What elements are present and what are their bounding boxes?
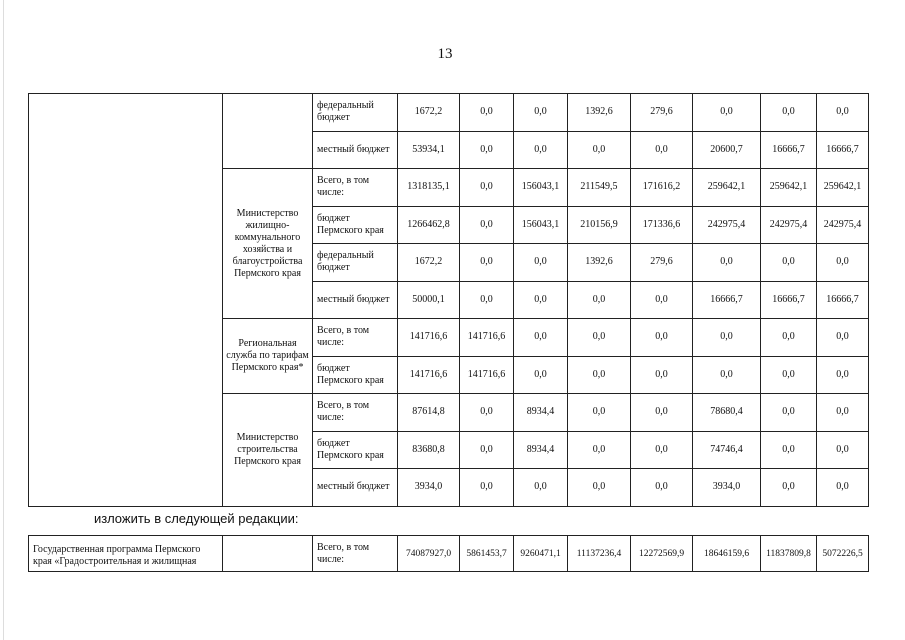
- value-cell: 3934,0: [398, 469, 460, 507]
- value-cell: 279,6: [631, 244, 693, 282]
- value-cell: 0,0: [693, 244, 761, 282]
- value-cell: 0,0: [693, 319, 761, 357]
- value-cell: 0,0: [460, 281, 514, 319]
- value-cell: 141716,6: [460, 319, 514, 357]
- value-cell: 0,0: [514, 469, 568, 507]
- value-cell: 0,0: [568, 356, 631, 394]
- value-cell: 0,0: [568, 281, 631, 319]
- value-cell: 0,0: [817, 469, 869, 507]
- source-cell: бюджет Пермского края: [313, 206, 398, 244]
- value-cell: 0,0: [514, 94, 568, 132]
- value-cell: 210156,9: [568, 206, 631, 244]
- value-cell: 0,0: [817, 94, 869, 132]
- org-cell: Министерство строительства Пермского края: [223, 394, 313, 507]
- source-cell: Всего, в том числе:: [313, 536, 398, 572]
- table-row: [29, 536, 869, 572]
- source-cell: местный бюджет: [313, 131, 398, 169]
- value-cell: 16666,7: [761, 281, 817, 319]
- value-cell: 0,0: [460, 131, 514, 169]
- budget-table: [28, 93, 869, 507]
- value-cell: 16666,7: [761, 131, 817, 169]
- value-cell: 0,0: [514, 319, 568, 357]
- page-number: 13: [437, 46, 453, 62]
- value-cell: 0,0: [460, 206, 514, 244]
- value-cell: 259642,1: [693, 169, 761, 207]
- value-cell: 53934,1: [398, 131, 460, 169]
- value-cell: 141716,6: [460, 356, 514, 394]
- value-cell: 0,0: [631, 319, 693, 357]
- value-cell: 0,0: [514, 281, 568, 319]
- source-cell: местный бюджет: [313, 281, 398, 319]
- value-cell: 0,0: [514, 244, 568, 282]
- value-cell: 74746,4: [693, 431, 761, 469]
- value-cell: 0,0: [631, 469, 693, 507]
- value-cell: 211549,5: [568, 169, 631, 207]
- value-cell: 0,0: [460, 394, 514, 432]
- value-cell: 279,6: [631, 94, 693, 132]
- source-cell: бюджет Пермского края: [313, 356, 398, 394]
- source-cell: местный бюджет: [313, 469, 398, 507]
- org-cell: Региональная служба по тарифам Пермского края*: [223, 319, 313, 394]
- value-cell: 0,0: [631, 394, 693, 432]
- value-cell: 259642,1: [761, 169, 817, 207]
- value-cell: 1672,2: [398, 244, 460, 282]
- value-cell: 156043,1: [514, 206, 568, 244]
- value-cell: 0,0: [693, 94, 761, 132]
- org-cell: Министерство жилищно-коммунального хозяйства и благоустройства Пермского края: [223, 169, 313, 319]
- value-cell: 0,0: [817, 394, 869, 432]
- value-cell: 20600,7: [693, 131, 761, 169]
- value-cell: 141716,6: [398, 319, 460, 357]
- value-cell: 171336,6: [631, 206, 693, 244]
- source-cell: Всего, в том числе:: [313, 319, 398, 357]
- value-cell: 18646159,6: [693, 536, 761, 572]
- value-cell: 0,0: [631, 356, 693, 394]
- scan-edge-line: [3, 0, 4, 640]
- value-cell: 16666,7: [817, 131, 869, 169]
- value-cell: 0,0: [514, 131, 568, 169]
- value-cell: 16666,7: [817, 281, 869, 319]
- value-cell: 0,0: [761, 394, 817, 432]
- value-cell: 0,0: [631, 281, 693, 319]
- program-cell: [29, 94, 223, 507]
- value-cell: 11837809,8: [761, 536, 817, 572]
- value-cell: 3934,0: [693, 469, 761, 507]
- value-cell: 0,0: [460, 244, 514, 282]
- value-cell: 259642,1: [817, 169, 869, 207]
- value-cell: 0,0: [761, 319, 817, 357]
- value-cell: 0,0: [460, 94, 514, 132]
- source-cell: бюджет Пермского края: [313, 431, 398, 469]
- value-cell: 0,0: [761, 94, 817, 132]
- value-cell: 1318135,1: [398, 169, 460, 207]
- value-cell: 1392,6: [568, 244, 631, 282]
- value-cell: 78680,4: [693, 394, 761, 432]
- value-cell: 74087927,0: [398, 536, 460, 572]
- source-cell: Всего, в том числе:: [313, 394, 398, 432]
- value-cell: 0,0: [761, 244, 817, 282]
- value-cell: 0,0: [568, 431, 631, 469]
- source-cell: федеральный бюджет: [313, 94, 398, 132]
- value-cell: 0,0: [460, 469, 514, 507]
- value-cell: 242975,4: [693, 206, 761, 244]
- table-row: [29, 94, 869, 132]
- value-cell: 0,0: [693, 356, 761, 394]
- value-cell: 0,0: [817, 356, 869, 394]
- value-cell: 87614,8: [398, 394, 460, 432]
- org-cell: [223, 536, 313, 572]
- value-cell: 12272569,9: [631, 536, 693, 572]
- value-cell: 50000,1: [398, 281, 460, 319]
- value-cell: 242975,4: [761, 206, 817, 244]
- value-cell: 0,0: [568, 469, 631, 507]
- value-cell: 0,0: [568, 319, 631, 357]
- value-cell: 171616,2: [631, 169, 693, 207]
- value-cell: 156043,1: [514, 169, 568, 207]
- value-cell: 9260471,1: [514, 536, 568, 572]
- value-cell: 83680,8: [398, 431, 460, 469]
- value-cell: 0,0: [817, 244, 869, 282]
- value-cell: 0,0: [460, 169, 514, 207]
- value-cell: 0,0: [514, 356, 568, 394]
- value-cell: 5072226,5: [817, 536, 869, 572]
- value-cell: 0,0: [761, 469, 817, 507]
- source-cell: Всего, в том числе:: [313, 169, 398, 207]
- value-cell: 1392,6: [568, 94, 631, 132]
- value-cell: 0,0: [460, 431, 514, 469]
- value-cell: 11137236,4: [568, 536, 631, 572]
- program-name-cell: Государственная программа Пермского края «Градостроительная и жилищная: [29, 536, 223, 572]
- value-cell: 0,0: [568, 131, 631, 169]
- program-table: [28, 535, 869, 572]
- value-cell: 5861453,7: [460, 536, 514, 572]
- value-cell: 0,0: [817, 319, 869, 357]
- value-cell: 0,0: [761, 356, 817, 394]
- value-cell: 1266462,8: [398, 206, 460, 244]
- source-cell: федеральный бюджет: [313, 244, 398, 282]
- value-cell: 1672,2: [398, 94, 460, 132]
- section-heading: изложить в следующей редакции:: [94, 511, 299, 526]
- value-cell: 0,0: [761, 431, 817, 469]
- value-cell: 0,0: [631, 131, 693, 169]
- value-cell: 0,0: [568, 394, 631, 432]
- value-cell: 8934,4: [514, 394, 568, 432]
- value-cell: 141716,6: [398, 356, 460, 394]
- value-cell: 0,0: [817, 431, 869, 469]
- value-cell: 16666,7: [693, 281, 761, 319]
- value-cell: 8934,4: [514, 431, 568, 469]
- value-cell: 0,0: [631, 431, 693, 469]
- value-cell: 242975,4: [817, 206, 869, 244]
- org-cell: [223, 94, 313, 169]
